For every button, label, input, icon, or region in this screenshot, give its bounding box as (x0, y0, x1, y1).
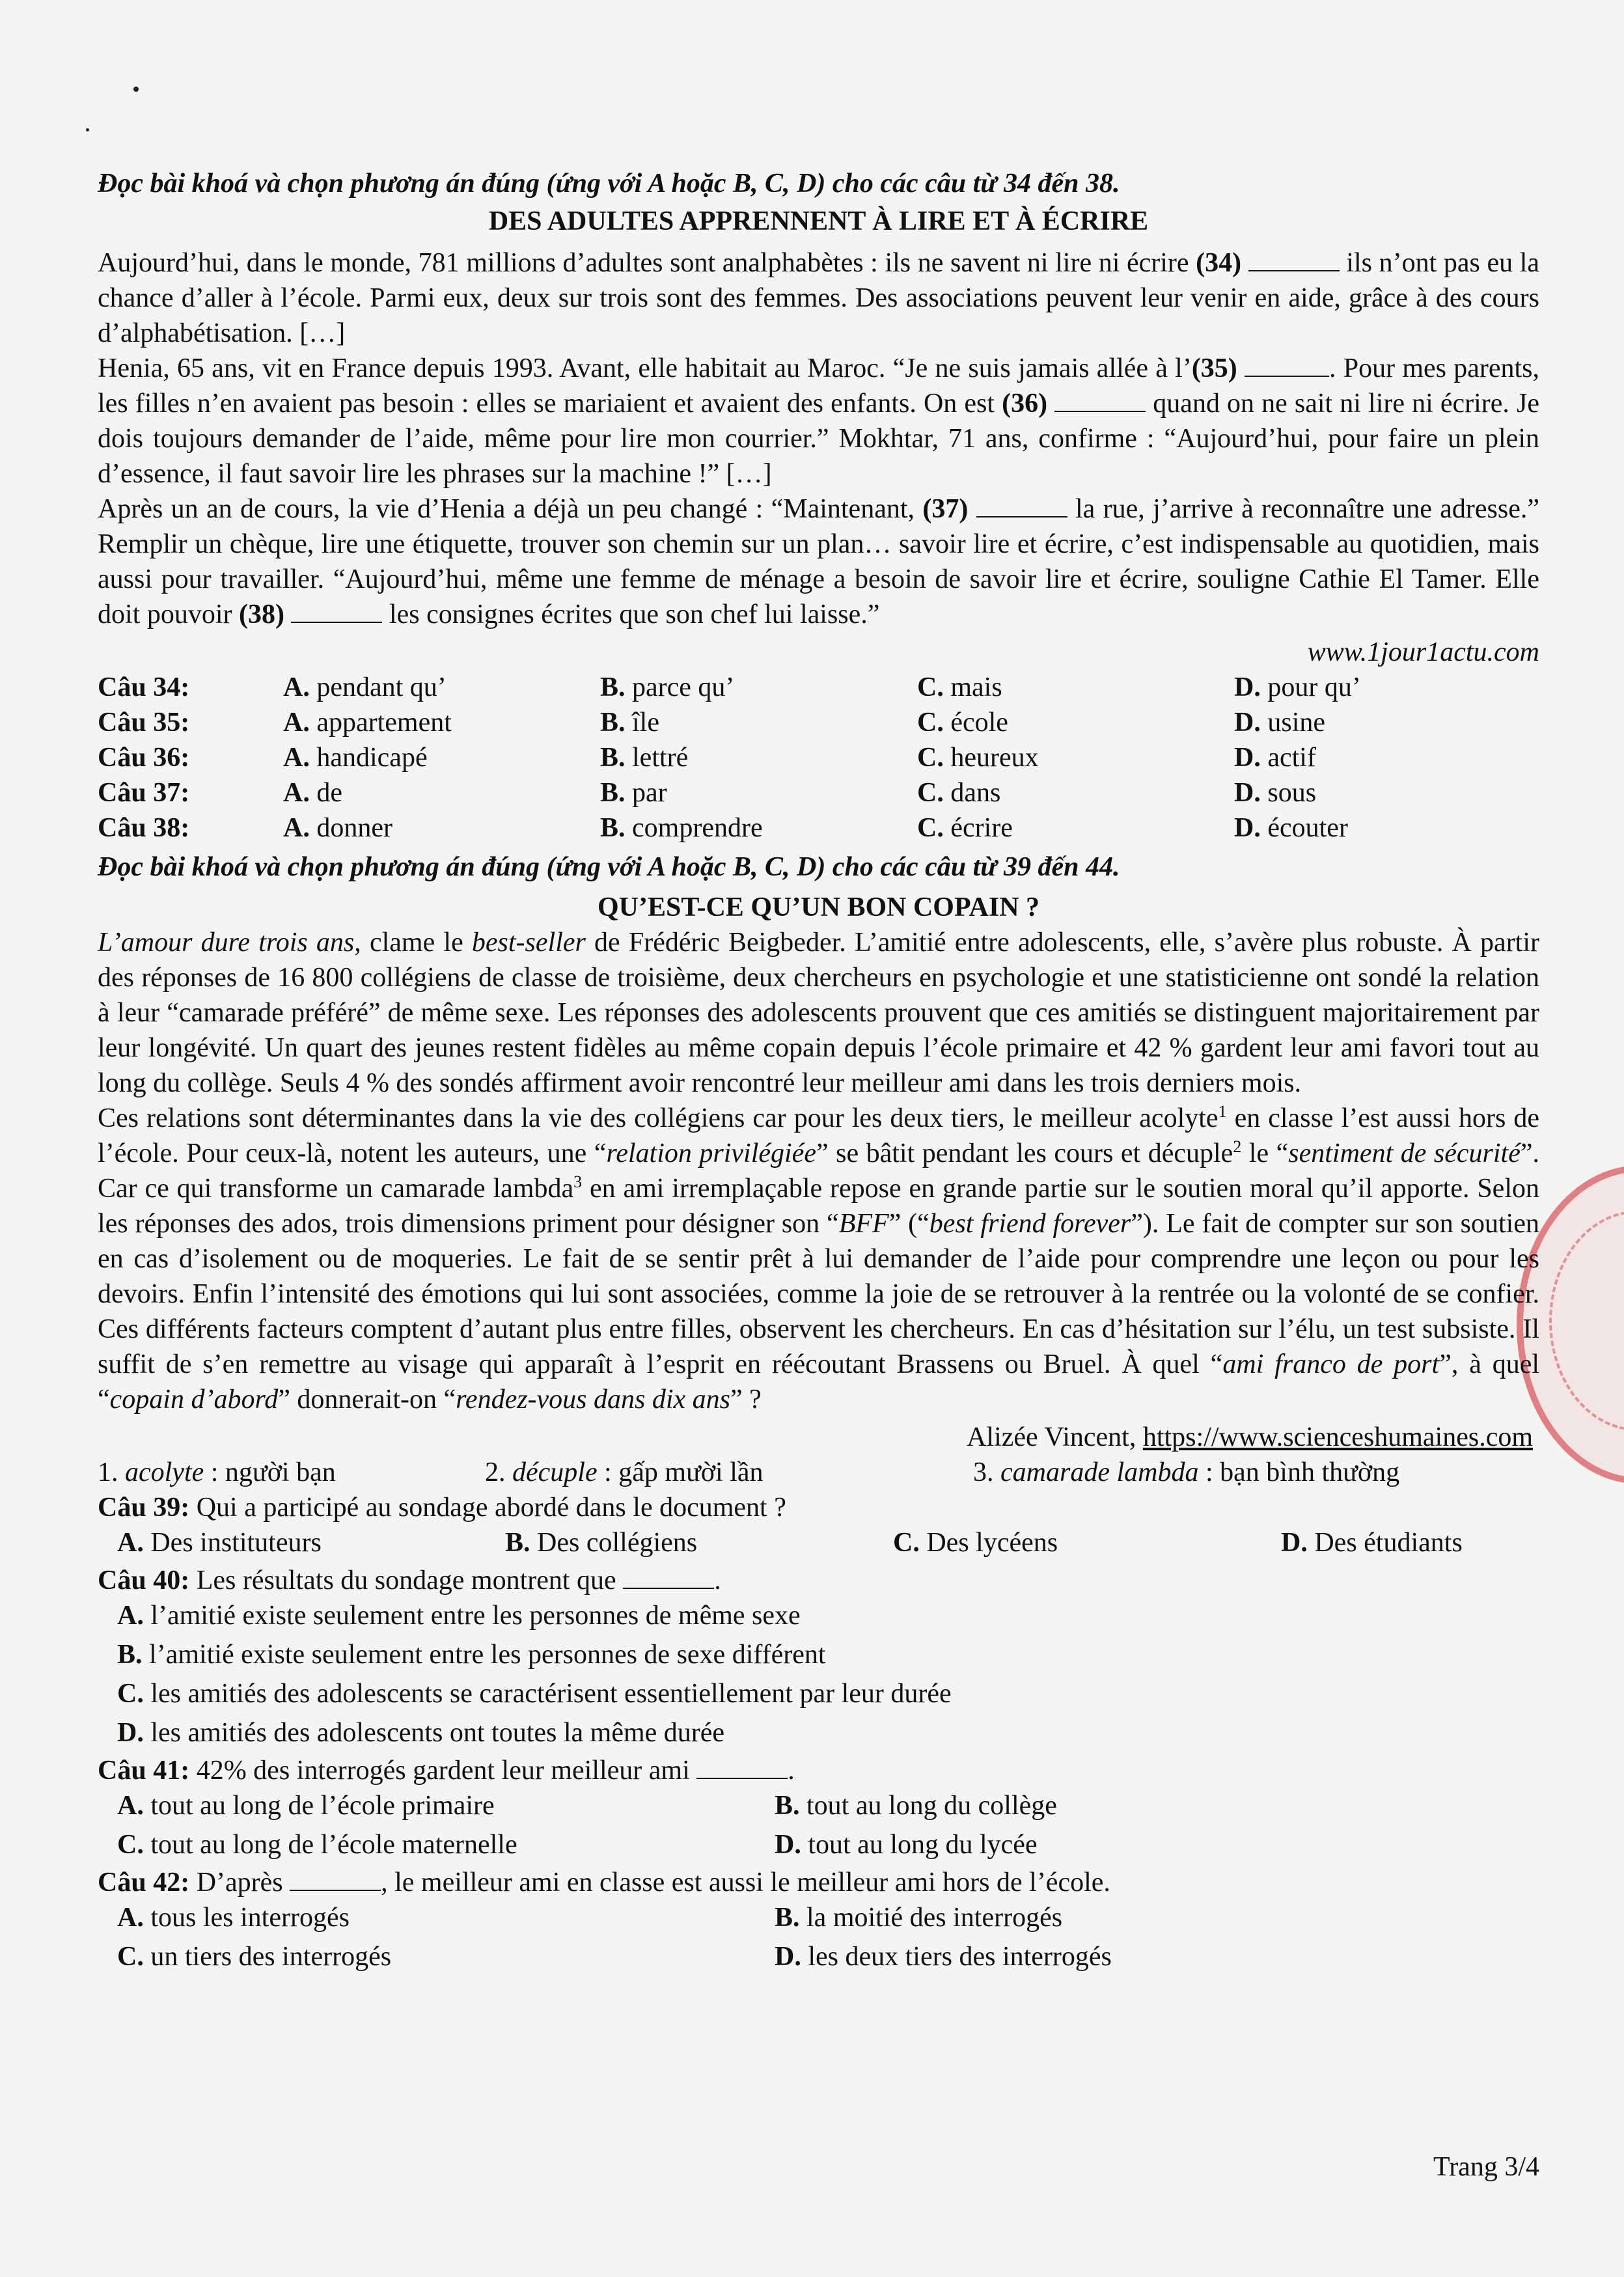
option-letter: D. (1234, 743, 1261, 773)
blank-number-37: (37) (922, 494, 969, 524)
text-span: en classe l’est aussi hors de l’école. Pour ceux-là, notent les auteurs, une “ (98, 1103, 1539, 1168)
italic-span: copain d’abord (109, 1385, 279, 1414)
option-c[interactable] (117, 1939, 775, 1974)
scan-dot (133, 87, 139, 92)
note-3 (973, 1455, 1539, 1490)
option-letter: C. (917, 778, 944, 808)
text-span: . Pour mes parents, les filles n’en avaient pas besoin : elles se mariaient et avaient des enfants. On est (98, 353, 1539, 419)
passage2-title: QU’EST-CE QU’UN BON COPAIN ? (597, 892, 1040, 922)
text-span: ” (“ (888, 1209, 929, 1239)
question-41-options (98, 1788, 1539, 1862)
footnote-ref-1: 1 (1218, 1102, 1227, 1121)
option-letter: C. (117, 1830, 144, 1860)
question-label: Câu 40: (98, 1566, 190, 1595)
question-label: Câu 41: (98, 1756, 190, 1786)
option-b[interactable] (600, 740, 917, 775)
question-42-options (98, 1900, 1539, 1974)
option-letter: C. (917, 672, 944, 702)
option-letter: D. (1234, 813, 1261, 843)
question-label: Câu 36: (98, 743, 190, 773)
note-definition: : gấp mười lần (597, 1457, 764, 1487)
blank-36 (1054, 387, 1146, 412)
option-b[interactable] (600, 705, 917, 740)
footnote-ref-3: 3 (573, 1172, 583, 1191)
blank-number-36: (36) (1002, 389, 1048, 419)
italic-span: relation privilégiée (606, 1138, 816, 1168)
question-40 (98, 1563, 1539, 1598)
option-a[interactable] (283, 705, 600, 740)
option-text: comprendre (632, 813, 763, 843)
option-c[interactable] (917, 775, 1234, 810)
option-a[interactable] (117, 1900, 775, 1935)
option-letter: A. (117, 1791, 144, 1821)
option-text: Des collégiens (537, 1528, 698, 1558)
option-text: par (632, 778, 667, 808)
option-c[interactable] (917, 810, 1234, 846)
option-row-38 (98, 810, 1539, 846)
note-term: acolyte (125, 1457, 204, 1487)
option-letter: D. (775, 1830, 801, 1860)
blank-37 (976, 493, 1067, 518)
option-letter: A. (283, 743, 310, 773)
text-span: Ces relations sont déterminantes dans la vie des collégiens car pour les deux tiers, le meilleur acolyte (98, 1103, 1218, 1133)
question-text: . (714, 1566, 721, 1595)
option-text: heureux (950, 743, 1039, 773)
option-letter: C. (917, 743, 944, 773)
option-c[interactable] (98, 1676, 1539, 1711)
option-letter: C. (917, 708, 944, 738)
option-letter: B. (775, 1903, 800, 1933)
option-letter: B. (775, 1791, 800, 1821)
note-1 (98, 1455, 485, 1490)
footnote-ref-2: 2 (1233, 1137, 1242, 1156)
option-text: île (632, 708, 659, 738)
option-b[interactable] (505, 1525, 893, 1560)
option-text: les amitiés des adolescents ont toutes la même durée (150, 1718, 725, 1748)
option-letter: A. (117, 1528, 144, 1558)
italic-span: sentiment de sécurité (1288, 1138, 1521, 1168)
option-d[interactable] (775, 1827, 1556, 1862)
option-letter: D. (1281, 1528, 1308, 1558)
option-text: tout au long du lycée (808, 1830, 1038, 1860)
note-definition: : người bạn (204, 1457, 336, 1487)
note-number: 3. (973, 1457, 1000, 1487)
option-text: sous (1267, 778, 1317, 808)
option-text: Des lycéens (926, 1528, 1058, 1558)
option-letter: A. (283, 813, 310, 843)
text-span: ”, à quel “ (98, 1349, 1540, 1414)
option-c[interactable] (917, 670, 1234, 705)
question-text: D’après (189, 1868, 290, 1898)
option-text: tout au long de l’école primaire (150, 1791, 495, 1821)
question-blank (696, 1754, 788, 1779)
vocabulary-notes (98, 1455, 1539, 1490)
option-letter: C. (117, 1679, 144, 1709)
option-letter: D. (1234, 708, 1261, 738)
option-row-37 (98, 775, 1539, 810)
option-text: tout au long de l’école maternelle (150, 1830, 517, 1860)
option-letter: A. (117, 1601, 144, 1631)
text-span: Aujourd’hui, dans le monde, 781 millions d’adultes sont analphabètes : ils ne savent ni lire ni écrire (98, 248, 1196, 278)
text-span: le “ (1241, 1138, 1289, 1168)
source-link[interactable]: https://www.scienceshumaines.com (1142, 1422, 1533, 1452)
option-text: écrire (950, 813, 1013, 843)
question-text: , le meilleur ami en classe est aussi le meilleur ami hors de l’école. (381, 1868, 1110, 1898)
option-text: l’amitié existe seulement entre les personnes de même sexe (150, 1601, 801, 1631)
note-definition: : bạn bình thường (1198, 1457, 1400, 1487)
italic-span: L’amour dure trois ans (98, 928, 355, 958)
option-letter: A. (283, 672, 310, 702)
passage2-author (98, 1420, 1539, 1455)
red-seal-inner (1549, 1211, 1624, 1431)
blank-number-38: (38) (239, 600, 284, 629)
question-label: Câu 34: (98, 672, 190, 702)
option-letter: A. (117, 1903, 144, 1933)
blank-number-35: (35) (1191, 353, 1237, 383)
text-span: ils n’ont pas eu la chance d’aller à l’école. Parmi eux, deux sur trois sont des femmes. Des associations peuvent leur venir en aide, grâce à des cours d’alphabétisation. […] (98, 248, 1540, 348)
option-a[interactable] (117, 1525, 505, 1560)
question-39 (98, 1490, 1539, 1525)
option-letter: B. (505, 1528, 530, 1558)
content (98, 166, 1539, 1974)
option-row-36 (98, 740, 1539, 775)
option-letter: B. (600, 708, 626, 738)
option-d[interactable] (1234, 775, 1539, 810)
blank-38 (291, 598, 382, 623)
option-text: actif (1267, 743, 1316, 773)
text-span: ”). Le fait de compter sur son soutien en cas d’isolement ou de moqueries. Le fait de se sentir prêt à lui demander de l’aide pour comprendre une leçon ou pour les devoirs. Enfin l’intensité des émotions qui lui sont associées, comme la joie de se retrouver à la rentrée ou la volonté de se confier. Ces différents facteurs comptent d’autant plus entre filles, observent les chercheurs. En cas d’hésitation sur l’élu, un test subsiste. Il suffit de s’en remettre au visage qui apparaît à l’esprit en réécoutant Brassens ou Bruel. À quel “ (98, 1209, 1539, 1379)
option-letter: B. (600, 813, 626, 843)
passage1-paragraph-1 (98, 245, 1539, 351)
question-label: Câu 35: (98, 708, 190, 738)
italic-span: ami franco de port (1222, 1349, 1440, 1379)
blank-number-34: (34) (1196, 248, 1242, 278)
text-span: ” ? (730, 1385, 762, 1414)
option-d[interactable] (1234, 740, 1539, 775)
option-letter: C. (117, 1942, 144, 1972)
option-b[interactable] (775, 1788, 1556, 1823)
option-letter: B. (117, 1640, 143, 1670)
option-text: dans (950, 778, 1001, 808)
question-blank (290, 1866, 381, 1891)
options-34-38 (98, 670, 1539, 846)
passage2-paragraph-1 (98, 925, 1539, 1101)
text-span: quand on ne sait ni lire ni écrire. Je dois toujours demander de l’aide, même pour lire mon courrier.” Mokhtar, 71 ans, confirme : “Aujourd’hui, pour faire un plein d’essence, il faut savoir lire les phrases sur la machine !” […] (98, 389, 1539, 489)
passage2-paragraph-2 (98, 1101, 1539, 1417)
option-d[interactable] (1234, 705, 1539, 740)
italic-span: BFF (838, 1209, 889, 1239)
option-text: les amitiés des adolescents se caractérisent essentiellement par leur durée (150, 1679, 952, 1709)
option-letter: D. (775, 1942, 801, 1972)
question-label: Câu 42: (98, 1868, 190, 1898)
option-text: handicapé (316, 743, 428, 773)
text-span: la rue, j’arrive à reconnaître une adresse.” Remplir un chèque, lire une étiquette, trouver son chemin sur un plan… savoir lire et écrire, c’est indispensable au quotidien, mais aussi pour travailler. “Aujourd’hui, même une femme de ménage a besoin de savoir lire et écrire, souligne Cathie El Tamer. Elle doit pouvoir (98, 494, 1539, 629)
option-b[interactable] (600, 775, 917, 810)
option-d[interactable] (1281, 1525, 1559, 1560)
question-label: Câu 39: (98, 1493, 190, 1523)
option-b[interactable] (600, 810, 917, 846)
question-blank (623, 1564, 714, 1589)
option-text: Des étudiants (1314, 1528, 1463, 1558)
option-text: Des instituteurs (150, 1528, 322, 1558)
text-span: de Frédéric Beigbeder. L’amitié entre adolescents, elle, s’avère plus robuste. À partir des réponses de 16 800 collégiens de classe de troisième, deux chercheurs en psychologie et une statisticienne ont sondé la relation à leur “camarade préféré” de même sexe. Les réponses des adolescents prouvent que ces amitiés se distinguent majoritairement par leur longévité. Un quart des jeunes restent fidèles au même copain depuis l’école primaire et 42 % gardent leur ami favori tout au long du collège. Seuls 4 % des sondés affirment avoir rencontré leur meilleur ami dans les trois derniers mois. (98, 928, 1540, 1098)
option-a[interactable] (283, 670, 600, 705)
option-text: appartement (316, 708, 452, 738)
option-text: pendant qu’ (316, 672, 447, 702)
option-text: mais (950, 672, 1002, 702)
passage1-paragraph-3 (98, 491, 1539, 632)
option-c[interactable] (117, 1827, 775, 1862)
option-b[interactable] (98, 1637, 1539, 1672)
note-term: décuple (512, 1457, 598, 1487)
option-c[interactable] (917, 705, 1234, 740)
option-text: donner (316, 813, 392, 843)
question-text: Qui a participé au sondage abordé dans le document ? (189, 1493, 786, 1523)
option-c[interactable] (893, 1525, 1281, 1560)
option-text: un tiers des interrogés (150, 1942, 392, 1972)
option-d[interactable] (775, 1939, 1556, 1974)
option-letter: B. (600, 672, 626, 702)
text-span: , clame le (354, 928, 472, 958)
question-label: Câu 37: (98, 778, 190, 808)
option-text: usine (1267, 708, 1325, 738)
question-text: Les résultats du sondage montrent que (189, 1566, 624, 1595)
option-letter: D. (1234, 778, 1261, 808)
option-letter: D. (117, 1718, 144, 1748)
option-text: l’amitié existe seulement entre les personnes de sexe différent (149, 1640, 826, 1670)
option-letter: A. (283, 778, 310, 808)
italic-span: rendez-vous dans dix ans (456, 1385, 731, 1414)
option-text: tous les interrogés (150, 1903, 350, 1933)
option-b[interactable] (600, 670, 917, 705)
option-letter: A. (283, 708, 310, 738)
option-row-35 (98, 705, 1539, 740)
option-letter: C. (893, 1528, 920, 1558)
option-a[interactable] (117, 1788, 775, 1823)
option-text: écouter (1267, 813, 1348, 843)
option-b[interactable] (775, 1900, 1556, 1935)
option-text: pour qu’ (1267, 672, 1361, 702)
question-text: 42% des interrogés gardent leur meilleur ami (189, 1756, 697, 1786)
note-number: 1. (98, 1457, 125, 1487)
option-text: tout au long du collège (806, 1791, 1057, 1821)
scan-dot (86, 128, 89, 131)
question-42 (98, 1865, 1539, 1900)
option-a[interactable] (283, 810, 600, 846)
passage1-source: www.1jour1actu.com (1307, 637, 1539, 667)
note-2 (485, 1455, 973, 1490)
option-text: parce qu’ (632, 672, 735, 702)
text-span: Après un an de cours, la vie d’Henia a déjà un peu changé : “Maintenant, (98, 494, 923, 524)
page-number: Trang 3/4 (1433, 2152, 1539, 2182)
passage1-instruction: Đọc bài khoá và chọn phương án đúng (ứng với A hoặc B, C, D) cho các câu từ 34 đến 38. (98, 169, 1120, 199)
option-d[interactable] (1234, 810, 1539, 846)
option-a[interactable] (98, 1598, 1539, 1633)
question-text: . (788, 1756, 795, 1786)
option-d[interactable] (1234, 670, 1539, 705)
option-text: de (316, 778, 342, 808)
option-text: lettré (632, 743, 689, 773)
italic-span: best friend forever (929, 1209, 1131, 1239)
option-row-34 (98, 670, 1539, 705)
option-a[interactable] (283, 775, 600, 810)
option-text: les deux tiers des interrogés (808, 1942, 1112, 1972)
option-letter: D. (1234, 672, 1261, 702)
option-d[interactable] (98, 1715, 1539, 1750)
question-label: Câu 38: (98, 813, 190, 843)
text-span: en ami irremplaçable repose en grande partie sur le soutien moral qu’il apporte. Selon les réponses des ados, trois dimensions priment pour désigner son “ (98, 1174, 1539, 1239)
question-39-options (98, 1525, 1539, 1560)
author-name: Alizée Vincent, (967, 1422, 1143, 1452)
text-span: les consignes écrites que son chef lui laisse.” (382, 600, 880, 629)
question-41 (98, 1753, 1539, 1788)
option-text: école (950, 708, 1008, 738)
option-letter: B. (600, 743, 626, 773)
option-letter: B. (600, 778, 626, 808)
note-number: 2. (485, 1457, 512, 1487)
italic-span: best-seller (471, 928, 586, 958)
blank-34 (1248, 247, 1340, 271)
text-span: ” se bâtit pendant les cours et décuple (816, 1138, 1233, 1168)
text-span: ”. Car ce qui transforme un camarade lambda (98, 1138, 1539, 1204)
passage1-paragraph-2 (98, 351, 1539, 491)
option-letter: C. (917, 813, 944, 843)
text-span: Henia, 65 ans, vit en France depuis 1993. Avant, elle habitait au Maroc. “Je ne suis jamais allée à l’ (98, 353, 1192, 383)
blank-35 (1245, 352, 1329, 377)
passage1-title: DES ADULTES APPRENNENT À LIRE ET À ÉCRIRE (488, 206, 1149, 236)
option-text: la moitié des interrogés (806, 1903, 1063, 1933)
option-c[interactable] (917, 740, 1234, 775)
option-a[interactable] (283, 740, 600, 775)
text-span: ” donnerait-on “ (278, 1385, 456, 1414)
passage2-instruction: Đọc bài khoá và chọn phương án đúng (ứng với A hoặc B, C, D) cho các câu từ 39 đến 44. (98, 852, 1120, 882)
note-term: camarade lambda (1000, 1457, 1199, 1487)
